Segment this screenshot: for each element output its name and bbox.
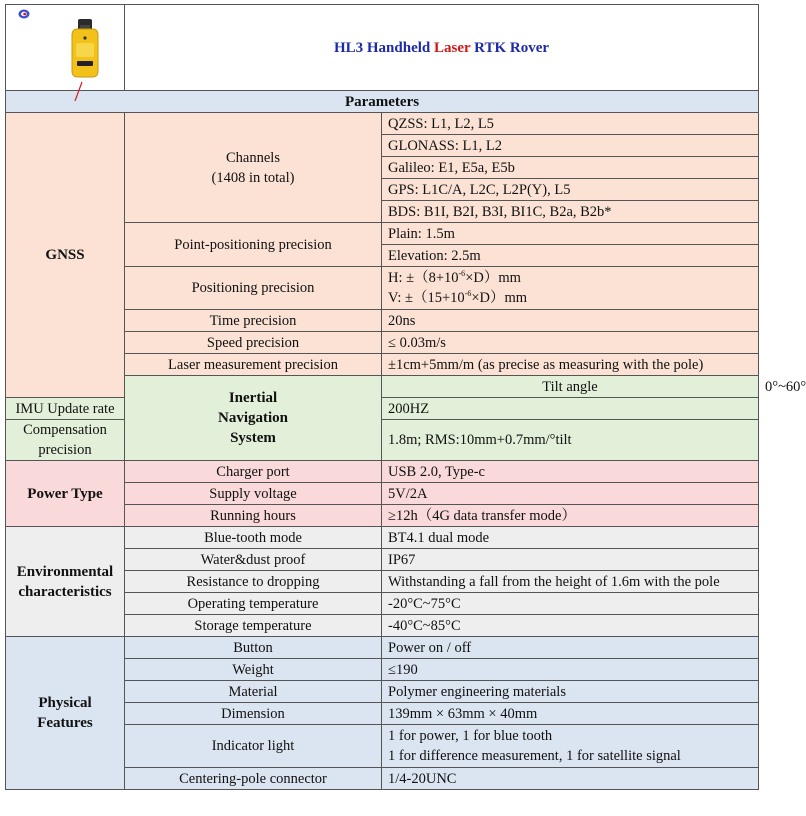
channels-total: (1408 in total)	[211, 169, 295, 186]
value-channel-glonass: GLONASS: L1, L2	[382, 135, 759, 157]
product-image-cell	[6, 5, 125, 91]
page-title	[125, 5, 759, 91]
product-image	[12, 5, 131, 84]
value-point-plain: Plain: 1.5m	[382, 223, 759, 245]
param-imu-rate: IMU Update rate	[6, 398, 125, 420]
param-compensation: Compensation precision	[6, 420, 125, 461]
value-bluetooth: BT4.1 dual mode	[382, 527, 759, 549]
param-running-hours: Running hours	[125, 505, 382, 527]
title-part-2: Laser	[434, 39, 471, 56]
param-storage-temp: Storage temperature	[125, 615, 382, 637]
param-channels	[125, 113, 382, 223]
param-charger-port: Charger port	[125, 461, 382, 483]
value-imu-rate: 200HZ	[382, 398, 759, 420]
value-speed-precision: ≤ 0.03m/s	[382, 332, 759, 354]
value-storage-temp: -40°C~85°C	[382, 615, 759, 637]
table-row	[6, 398, 759, 420]
param-pole-connector: Centering-pole connector	[125, 768, 382, 790]
value-point-elevation: Elevation: 2.5m	[382, 245, 759, 267]
param-tilt-angle: Tilt angle	[382, 376, 759, 398]
brand-logo-icon	[19, 10, 30, 19]
value-channel-qzss: QZSS: L1, L2, L5	[382, 113, 759, 135]
param-dimension: Dimension	[125, 703, 382, 725]
value-supply-voltage: 5V/2A	[382, 483, 759, 505]
param-indicator-light: Indicator light	[125, 725, 382, 768]
param-supply-voltage: Supply voltage	[125, 483, 382, 505]
value-channel-galileo: Galileo: E1, E5a, E5b	[382, 157, 759, 179]
value-pole-connector: 1/4-20UNC	[382, 768, 759, 790]
param-water-dust: Water&dust proof	[125, 549, 382, 571]
value-channel-gps: GPS: L1C/A, L2C, L2P(Y), L5	[382, 179, 759, 201]
indicator-line-2: 1 for difference measurement, 1 for satellite signal	[388, 748, 681, 764]
table-row	[6, 420, 759, 461]
value-water-dust: IP67	[382, 549, 759, 571]
table-row	[6, 527, 759, 549]
param-operating-temp: Operating temperature	[125, 593, 382, 615]
value-compensation: 1.8m; RMS:10mm+0.7mm/°tilt	[382, 420, 759, 461]
value-indicator-light	[382, 725, 759, 768]
positioning-v: V: $\pm(15+10^{-6}\times D)mm$	[388, 289, 528, 306]
value-dimension: 139mm × 63mm × 40mm	[382, 703, 759, 725]
category-environment: Environmental characteristics	[6, 527, 125, 637]
value-running-hours: ≥12h（4G data transfer mode）	[382, 505, 759, 527]
category-gnss: GNSS	[6, 113, 125, 398]
param-drop-resistance: Resistance to dropping	[125, 571, 382, 593]
param-speed-precision: Speed precision	[125, 332, 382, 354]
param-material: Material	[125, 681, 382, 703]
table-row: Inertial Navigation System Tilt angle 0°~60°	[6, 376, 759, 398]
value-weight: ≤190	[382, 659, 759, 681]
category-power: Power Type	[6, 461, 125, 527]
rover-device-icon	[72, 19, 98, 77]
parameters-row	[6, 91, 759, 113]
value-laser-precision: ±1cm+5mm/m (as precise as measuring with the pole)	[382, 354, 759, 376]
param-laser-precision: Laser measurement precision	[125, 354, 382, 376]
value-time-precision: 20ns	[382, 310, 759, 332]
parameters-heading: Parameters	[6, 91, 759, 113]
positioning-h: H: $\pm(8+10^{-6}\times D)mm$	[388, 269, 521, 286]
indicator-line-1: 1 for power, 1 for blue tooth	[388, 728, 553, 744]
value-material: Polymer engineering materials	[382, 681, 759, 703]
param-bluetooth: Blue-tooth mode	[125, 527, 382, 549]
param-button: Button	[125, 637, 382, 659]
category-inertial: Inertial Navigation System	[125, 376, 382, 461]
param-weight: Weight	[125, 659, 382, 681]
title-part-3: RTK Rover	[470, 39, 550, 56]
spec-table	[5, 4, 806, 790]
value-charger-port: USB 2.0, Type-c	[382, 461, 759, 483]
header-row	[6, 5, 759, 91]
value-drop-resistance: Withstanding a fall from the height of 1.6m with the pole	[382, 571, 759, 593]
title-part-1: HL3 Handheld	[333, 39, 435, 56]
category-physical: Physical Features	[6, 637, 125, 790]
value-operating-temp: -20°C~75°C	[382, 593, 759, 615]
table-row	[6, 113, 759, 135]
value-button: Power on / off	[382, 637, 759, 659]
table-row	[6, 637, 759, 659]
channels-label: Channels	[226, 149, 280, 166]
value-positioning	[382, 267, 759, 310]
param-time-precision: Time precision	[125, 310, 382, 332]
param-positioning: Positioning precision	[125, 267, 382, 310]
param-point-positioning: Point-positioning precision	[125, 223, 382, 267]
table-row	[6, 461, 759, 483]
value-channel-bds: BDS: B1I, B2I, B3I, BI1C, B2a, B2b*	[382, 201, 759, 223]
